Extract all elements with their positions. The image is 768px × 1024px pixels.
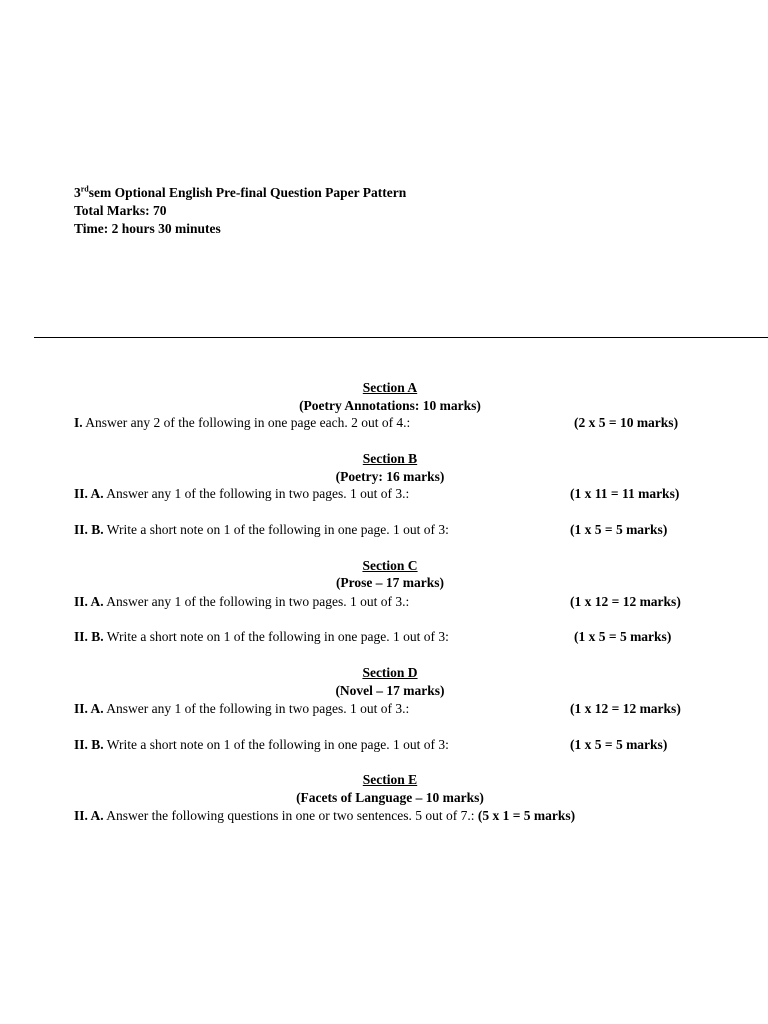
title-prefix: 3 <box>74 185 81 200</box>
section-name: Section C <box>362 558 418 573</box>
question-text: Write a short note on 1 of the following in one page. 1 out of 3: <box>103 737 449 752</box>
question-line <box>74 807 575 825</box>
paper-title <box>74 184 406 202</box>
question-number: I. <box>74 415 83 430</box>
section-b-subtitle: (Poetry: 16 marks) <box>335 469 445 484</box>
question-marks: (1 x 12 = 12 marks) <box>570 594 681 609</box>
section-c-subtitle: (Prose – 17 marks) <box>335 575 445 590</box>
question-marks: (1 x 12 = 12 marks) <box>570 701 681 716</box>
question-line <box>74 736 449 754</box>
question-marks: (1 x 5 = 5 marks) <box>570 737 668 752</box>
section-b-title <box>0 450 768 468</box>
question-text: Answer any 2 of the following in one page each. 2 out of 4.: <box>82 415 411 430</box>
horizontal-divider <box>34 337 768 338</box>
question-marks: (1 x 11 = 11 marks) <box>570 486 680 501</box>
title-text: sem Optional English Pre-final Question Paper Pattern <box>88 185 407 200</box>
question-line <box>74 700 409 718</box>
total-marks: Total Marks: 70 <box>74 203 167 218</box>
question-text: Write a short note on 1 of the following in one page. 1 out of 3: <box>103 522 449 537</box>
question-text: Write a short note on 1 of the following in one page. 1 out of 3: <box>103 629 449 644</box>
section-name: Section E <box>362 772 418 787</box>
question-text: Answer any 1 of the following in two pages. 1 out of 3.: <box>103 486 410 501</box>
question-number: II. B. <box>74 522 104 537</box>
question-number: II. A. <box>74 701 104 716</box>
time-allowed: Time: 2 hours 30 minutes <box>74 221 221 236</box>
section-d-title <box>0 664 768 682</box>
question-marks: (5 x 1 = 5 marks) <box>477 808 576 823</box>
question-number: II. B. <box>74 737 104 752</box>
question-marks: (1 x 5 = 5 marks) <box>574 629 672 644</box>
question-number: II. A. <box>74 594 104 609</box>
section-e-title <box>0 771 768 789</box>
title-superscript: rd <box>80 184 89 194</box>
section-a-subtitle: (Poetry Annotations: 10 marks) <box>299 398 481 413</box>
section-name: Section B <box>362 451 418 466</box>
section-name: Section A <box>362 380 418 395</box>
question-text: Answer any 1 of the following in two pages. 1 out of 3.: <box>103 594 410 609</box>
question-text: Answer the following questions in one or two sentences. 5 out of 7.: <box>103 808 475 823</box>
question-number: II. A. <box>74 808 104 823</box>
question-line <box>74 485 409 503</box>
section-a-title <box>0 379 768 397</box>
section-d-subtitle: (Novel – 17 marks) <box>335 683 445 698</box>
section-c-title <box>0 557 768 575</box>
question-line <box>74 521 449 539</box>
question-marks: (2 x 5 = 10 marks) <box>574 415 679 430</box>
question-line <box>74 628 449 646</box>
section-e-subtitle: (Facets of Language – 10 marks) <box>296 790 484 805</box>
question-marks: (1 x 5 = 5 marks) <box>570 522 668 537</box>
question-text: Answer any 1 of the following in two pages. 1 out of 3.: <box>103 701 410 716</box>
question-number: II. A. <box>74 486 104 501</box>
question-line <box>74 414 410 432</box>
document-header <box>74 184 406 238</box>
question-line <box>74 593 409 611</box>
section-name: Section D <box>362 665 418 680</box>
question-number: II. B. <box>74 629 104 644</box>
